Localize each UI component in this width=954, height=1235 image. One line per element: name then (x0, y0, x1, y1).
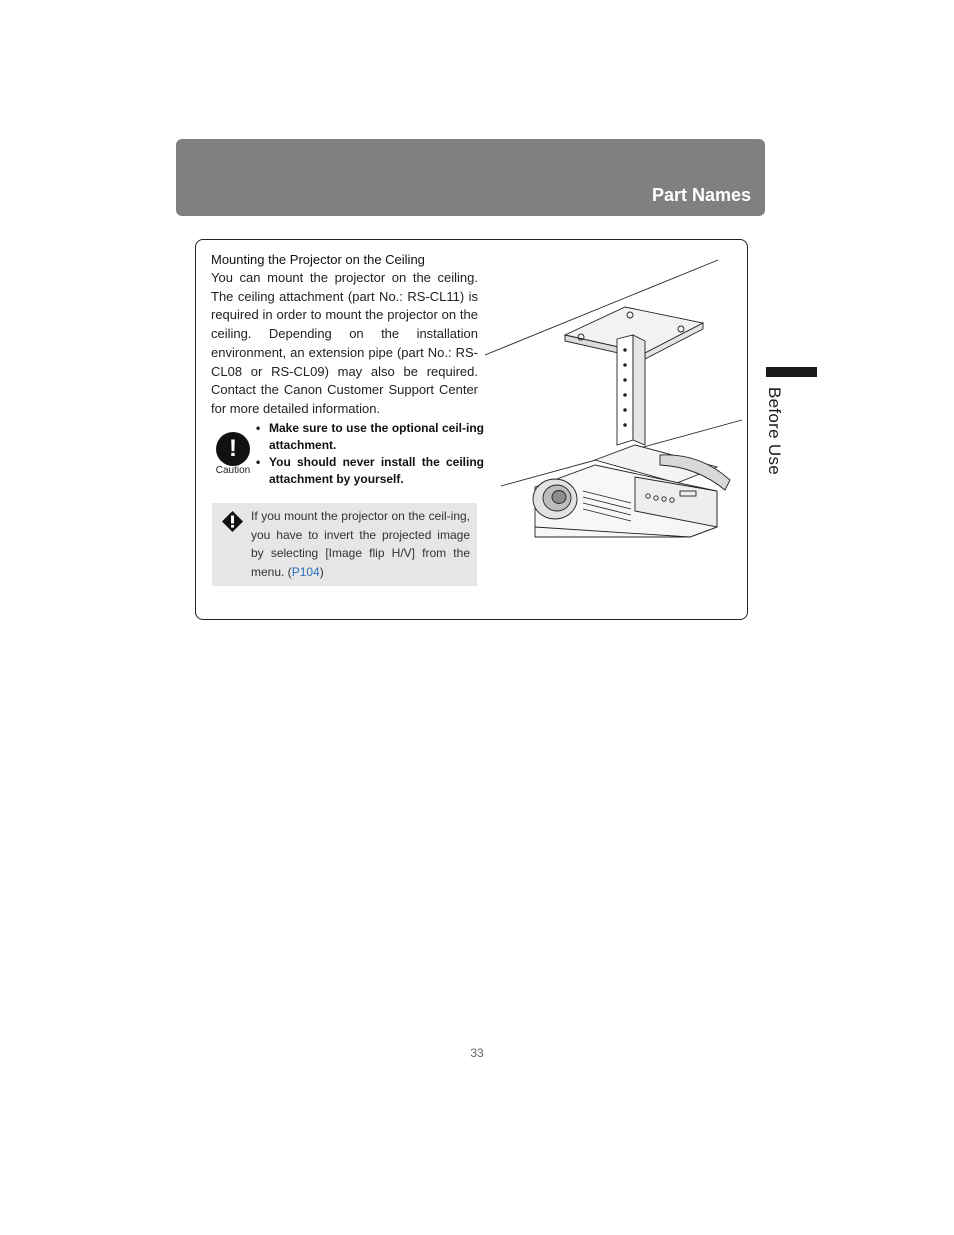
note-icon (222, 511, 243, 532)
section-title: Mounting the Projector on the Ceiling (211, 252, 425, 267)
caution-label: Caution (215, 465, 251, 476)
caution-item: • You should never install the ceiling attachment by yourself. (256, 454, 484, 488)
caution-list (256, 420, 484, 488)
section-header (176, 139, 765, 216)
header-title: Part Names (651, 185, 751, 205)
side-tab-marker (766, 367, 817, 377)
page-link[interactable]: P104 (291, 564, 320, 579)
caution-item: • Make sure to use the optional ceil-ing attachment. (256, 420, 484, 454)
note-text-before: If you mount the projector on the ceil-ing, you have to invert the projected image by selecting [Image flip H/V] from the menu. ( (251, 509, 470, 579)
side-tab-label: Before Use (765, 387, 784, 476)
note-text-after: ) (319, 564, 324, 579)
section-body: You can mount the projector on the ceiling. The ceiling attachment (part No.: RS-CL11) is required in order to mount the projector on the ceiling. Depending on the installation environment, an extension pipe (part No.: RS-CL08 or RS-CL09) may also be required. Contact the Canon Customer Support Center for more detailed information. (211, 270, 478, 416)
page-number: 33 (470, 1046, 484, 1060)
ceiling-mount-illustration (485, 255, 745, 545)
caution-icon: ! (216, 432, 250, 466)
note-box (212, 503, 477, 586)
note-text (251, 507, 470, 581)
